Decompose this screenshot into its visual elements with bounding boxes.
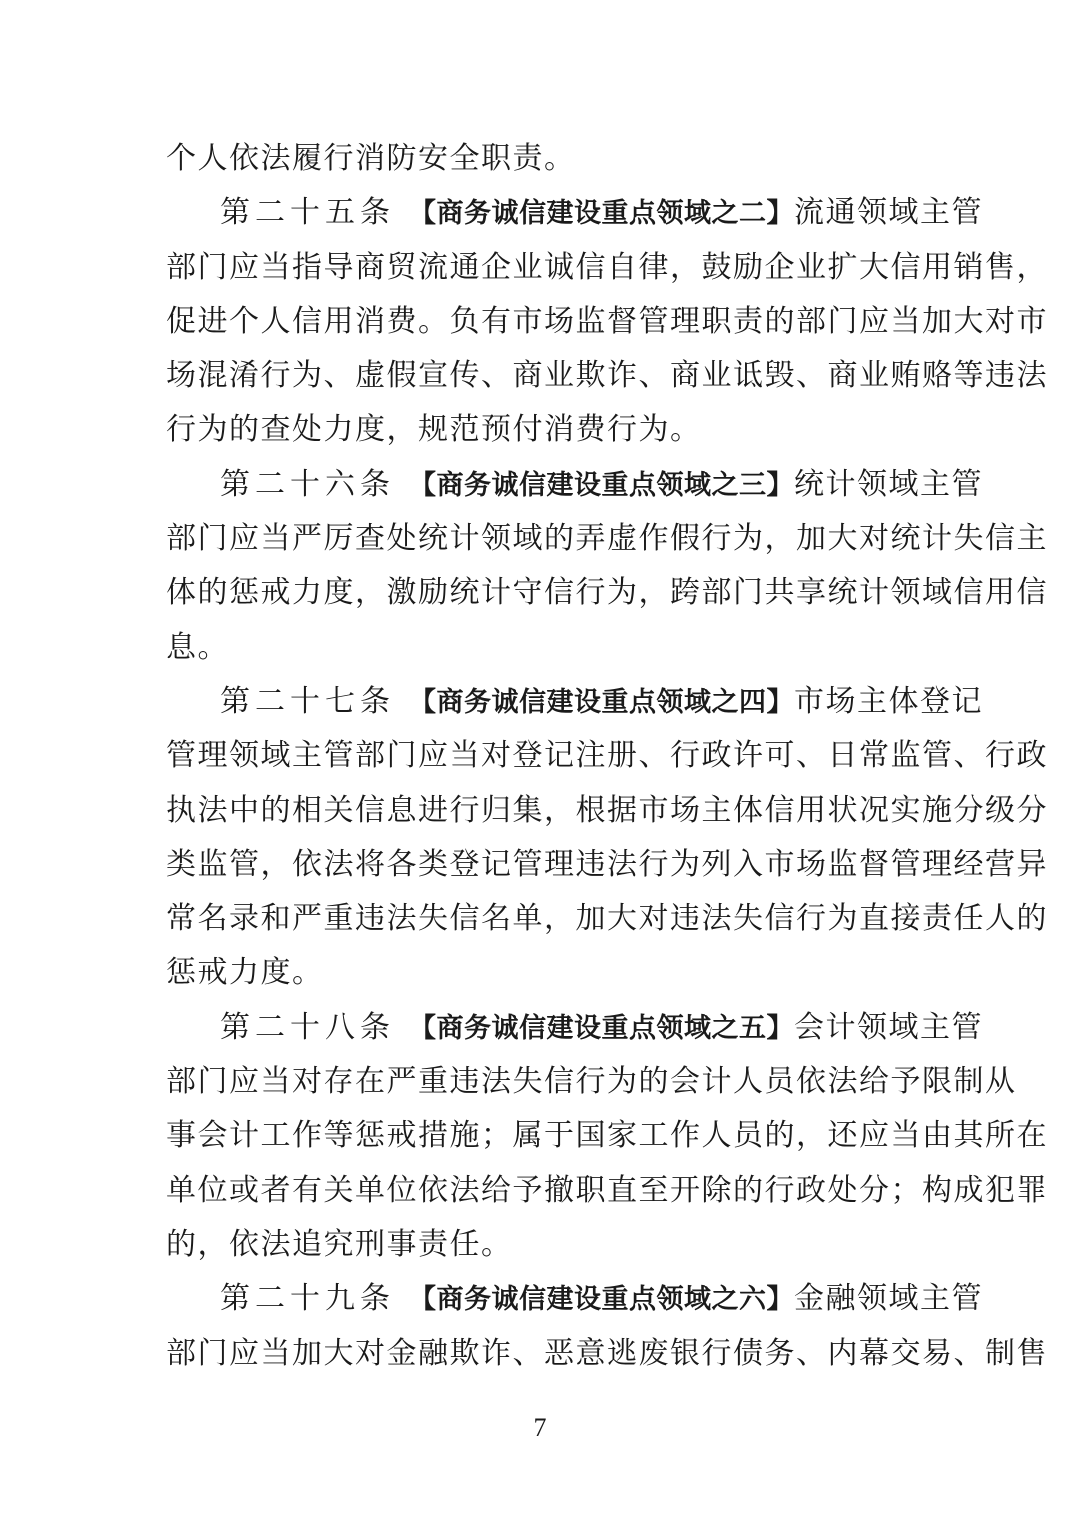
line-text: 促进个人信用消费。负有市场监督管理职责的部门应当加大对市	[166, 303, 1048, 339]
line-text: 部门应当加大对金融欺诈、恶意逃废银行债务、内幕交易、制售	[166, 1335, 1048, 1371]
body-line	[166, 838, 1048, 892]
line-text: 场混淆行为、虚假宣传、商业欺诈、商业诋毁、商业贿赂等违法	[166, 358, 1048, 394]
article-number: 第二十七条	[220, 683, 395, 719]
article-heading-27	[166, 675, 983, 729]
article-heading-25	[166, 186, 983, 240]
body-line	[166, 1164, 1048, 1218]
body-line	[166, 512, 1048, 566]
article-number: 第二十六条	[220, 466, 395, 502]
line-text: 事会计工作等惩戒措施；属于国家工作人员的，还应当由其所在	[166, 1118, 1048, 1154]
line-text: 常名录和严重违法失信名单，加大对违法失信行为直接责任人的	[166, 901, 1048, 937]
line-text: 的，依法追究刑事责任。	[166, 1226, 513, 1262]
line-text: 行为的查处力度，规范预付消费行为。	[166, 412, 702, 448]
body-line	[166, 1218, 916, 1272]
article-number: 第二十九条	[220, 1281, 395, 1317]
body-line	[166, 349, 1048, 403]
line-text: 类监管，依法将各类登记管理违法行为列入市场监督管理经营异	[166, 846, 1048, 882]
body-line	[166, 1109, 1048, 1163]
line-text: 统计领域主管	[794, 466, 983, 502]
body-line	[166, 892, 1048, 946]
line-text: 单位或者有关单位依法给予撤职直至开除的行政处分；构成犯罪	[166, 1172, 1048, 1208]
article-topic-tag: 【商务诚信建设重点领域之二】	[409, 198, 794, 230]
line-text: 个人依法履行消防安全职责。	[166, 141, 576, 176]
document-body	[166, 132, 1048, 1381]
line-text: 部门应当指导商贸流通企业诚信自律，鼓励企业扩大信用销售，	[166, 249, 1048, 285]
article-topic-tag: 【商务诚信建设重点领域之三】	[409, 469, 794, 501]
line-text: 市场主体登记	[794, 683, 983, 719]
body-line	[166, 566, 1048, 620]
line-text: 体的惩戒力度，激励统计守信行为，跨部门共享统计领域信用信	[166, 575, 1048, 611]
body-line	[166, 1055, 1017, 1109]
line-text: 金融领域主管	[794, 1281, 983, 1317]
article-heading-26	[166, 458, 983, 512]
body-line	[166, 946, 916, 1000]
article-heading-28	[166, 1001, 983, 1055]
line-text: 会计领域主管	[794, 1009, 983, 1045]
body-line	[166, 621, 916, 675]
body-line	[166, 295, 1048, 349]
article-topic-tag: 【商务诚信建设重点领域之六】	[409, 1284, 794, 1316]
article-heading-29	[166, 1272, 983, 1326]
body-line	[166, 1327, 1048, 1381]
line-text: 惩戒力度。	[166, 955, 324, 991]
line-text: 部门应当对存在严重违法失信行为的会计人员依法给予限制从	[166, 1064, 1017, 1100]
page-number: 7	[533, 1413, 547, 1442]
article-topic-tag: 【商务诚信建设重点领域之五】	[409, 1012, 794, 1044]
article-topic-tag: 【商务诚信建设重点领域之四】	[409, 686, 794, 718]
line-text: 息。	[166, 629, 229, 665]
article-number: 第二十八条	[220, 1009, 395, 1045]
body-line	[166, 784, 1048, 838]
line-text: 部门应当严厉查处统计领域的弄虚作假行为，加大对统计失信主	[166, 521, 1048, 557]
line-text: 管理领域主管部门应当对登记注册、行政许可、日常监管、行政	[166, 738, 1048, 774]
line-text: 执法中的相关信息进行归集，根据市场主体信用状况实施分级分	[166, 792, 1048, 828]
body-line	[166, 403, 916, 457]
line-text: 流通领域主管	[794, 195, 983, 231]
article-number: 第二十五条	[220, 195, 395, 231]
body-line	[166, 729, 1048, 783]
body-line	[166, 241, 1048, 295]
body-line	[166, 132, 916, 186]
